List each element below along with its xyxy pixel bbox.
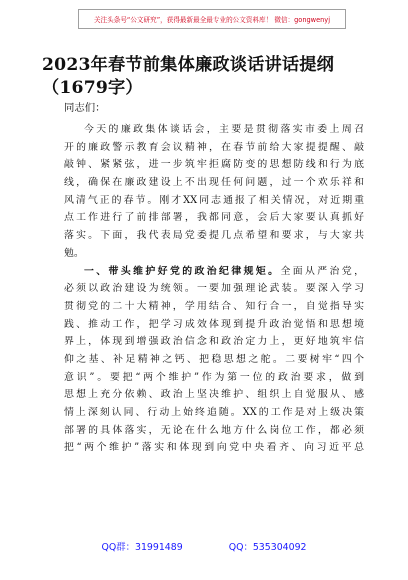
text-line: 点工作进行了前排部署，我都同意，会后大家要认真抓好 [64,212,364,224]
text-line: 线，确保在廉政建设上不出现任何问题，过一个欢乐祥和 [64,177,364,189]
text-line: 贯彻党的二十大精神，学用结合、知行合一，自觉指导实 [64,300,364,312]
text-line: 践、推动工作，把学习成效体现到提升政治觉悟和思想境 [64,318,364,330]
text-line: 情上深刻认同、行动上始终追随。XX的工作是对上级决策 [64,407,364,418]
text-line: 界上，体现到增强政治信念和政治定力上，更好地筑牢信 [64,336,364,348]
text-line [64,263,364,281]
section-1-lead: 全面从严治党， [280,265,364,277]
paragraph-section-1 [64,263,364,458]
header-banner [78,9,346,29]
paragraph-intro [64,121,364,263]
document-body [64,121,364,457]
footer-contact [0,539,408,553]
text-line: 把“两个维护”落实和体现到向党中央看齐、向习近平总 [64,442,364,454]
text-line: 风清气正的春节。刚才XX同志通报了相关情况，对近期重 [64,194,364,206]
document-title-main: 2023年春节前集体廉政谈话讲话提纲 [42,55,335,75]
header-banner-text: 关注头条号“公文研究”，获得最新最全最专业的公文资料库！ 微信：gongwenyj [93,16,331,24]
text-line: 仰之基、补足精神之钙、把稳思想之舵。二要树牢“四个 [64,353,364,365]
text-line: 部署的具体落实，无论在什么地方什么岗位工作，都必须 [64,424,364,436]
salutation: 同志们： [64,102,106,114]
text-line: 意识”。要把“两个维护”作为第一位的政治要求，做到 [64,371,364,383]
text-line: 敲钟、紧紧弦，进一步筑牢拒腐防变的思想防线和行为底 [64,159,364,171]
footer-qq-group: QQ群：31991489 [101,542,183,553]
text-line: 思想上充分依赖、政治上坚决维护、组织上自觉服从、感 [64,389,364,401]
text-line: 必须以政治建设为统领。一要加强理论武装。要深入学习 [64,283,364,295]
text-line: 落实。下面，我代表局党委提几点希望和要求，与大家共 [64,230,364,242]
text-line: 今天的廉政集体谈话会，主要是贯彻落实市委上周召 [84,124,364,135]
text-line: 勉。 [64,247,84,259]
document-title-wordcount: （1679字） [42,78,143,98]
section-1-heading: 一、带头维护好党的政治纪律规矩。 [84,265,281,277]
text-line: 开的廉政警示教育会议精神，在春节前给大家提提醒、敲 [64,141,364,153]
footer-qq-number: QQ：535304092 [228,542,307,553]
document-title [42,54,382,100]
